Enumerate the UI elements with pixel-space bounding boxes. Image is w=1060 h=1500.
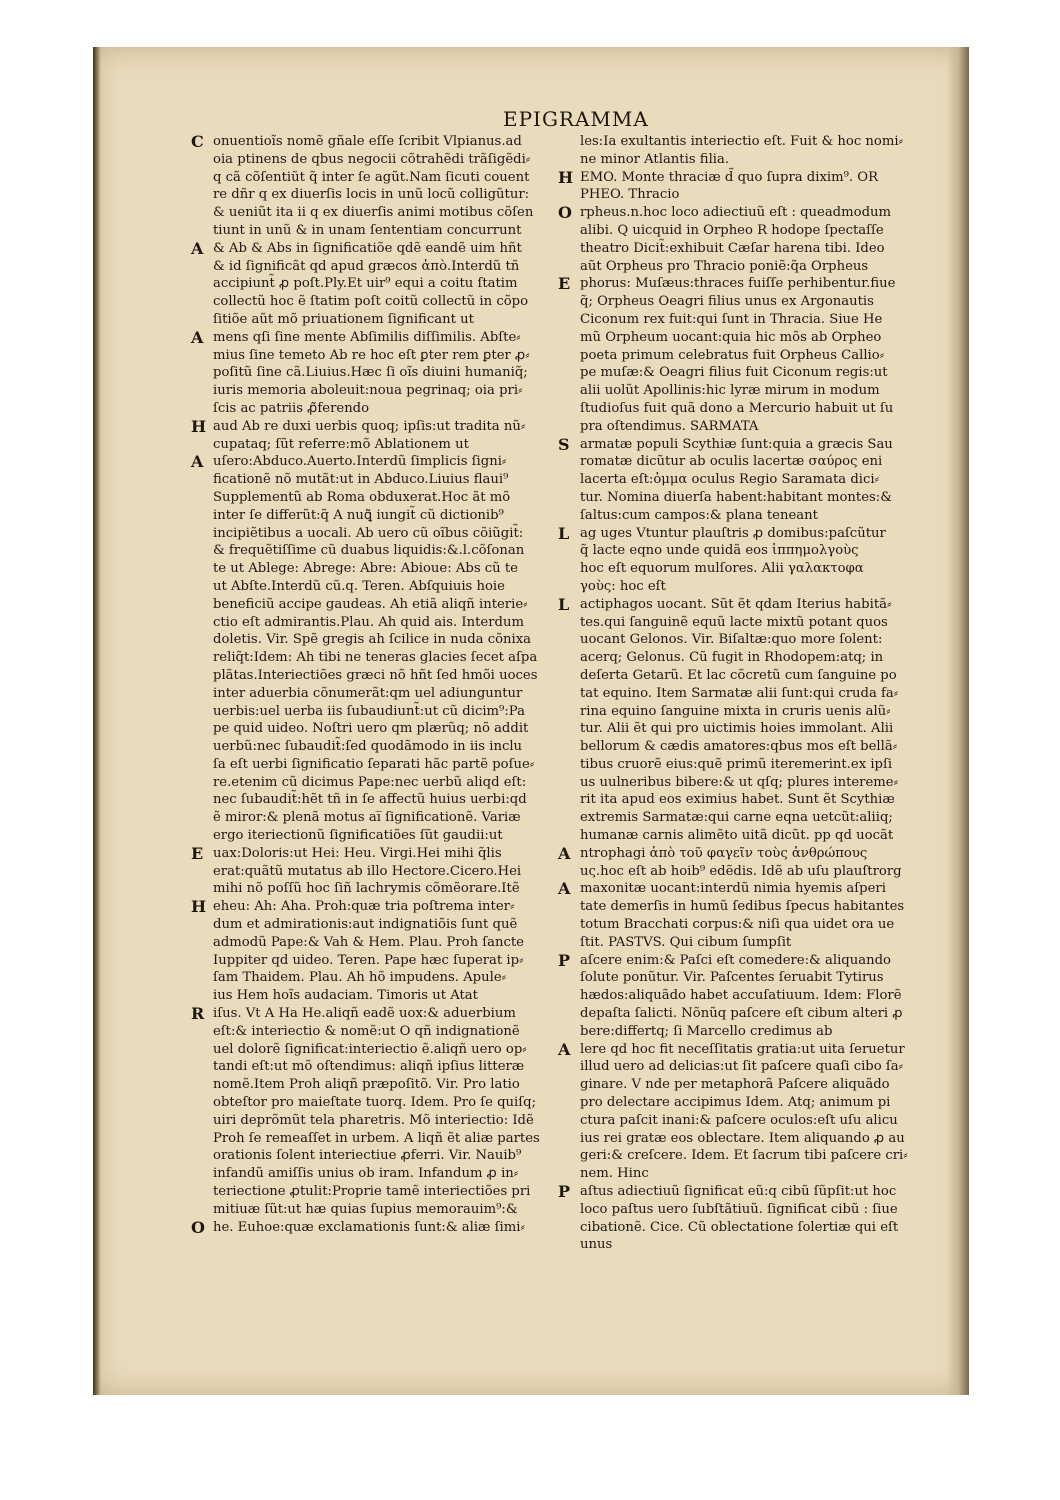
text-line <box>580 471 925 489</box>
line-text: pro delectare accipimus Idem. Atq; animum pi <box>580 1095 891 1111</box>
text-line <box>213 347 543 365</box>
line-text: iuris memoria aboleuit:noua pegrinaq; oia pri⸗ <box>213 383 523 399</box>
line-text: pra oſtendimus. SARMATA <box>580 418 759 434</box>
line-text: eheu: Ah: Aha. Proh:quæ tria poſtrema inter⸗ <box>213 899 515 915</box>
text-line <box>213 151 543 169</box>
line-text: actiphagos uocant. Sũt ẽt qdam Iterius habitã⸗ <box>580 596 892 612</box>
line-text: acerq; Gelonus. Cũ fugit in Rhodopem:atq; in <box>580 650 884 666</box>
text-line <box>191 238 543 258</box>
page-header: EPIGRAMMA <box>503 107 649 131</box>
text-line <box>580 631 925 649</box>
text-line <box>213 596 543 614</box>
line-text: nec ſubaudit̃:hẽt tñ in ſe affectũ huius uerbi:qd <box>213 792 527 808</box>
line-text: lere qd hoc fit neceſſitatis gratia:ut uita ſeruetur <box>580 1041 905 1057</box>
section-initial: O <box>191 1217 205 1237</box>
text-line <box>558 843 925 863</box>
line-text: mius ſine temeto Ab re hoc eſt ꝑter rem ꝑter ꝓ⸗ <box>213 347 530 363</box>
line-text: orationis ſolent interiectiue ꝓferri. Vir. Nauib⁹ <box>213 1148 522 1164</box>
text-line <box>580 649 925 667</box>
text-line <box>580 258 925 276</box>
line-text: uſero:Abduco.Auerto.Interdũ ſimplicis ſigni⸗ <box>213 454 507 470</box>
line-text: bellorum & cædis amatores:qbus mos eſt bellã⸗ <box>580 739 898 755</box>
line-text: tat equino. Item Sarmatæ alii ſunt:qui cruda fa⸗ <box>580 685 899 701</box>
text-line <box>213 685 543 703</box>
line-text: Proh ſe remeaſſet in urbem. A liqñ ẽt aliæ partes <box>213 1130 540 1146</box>
line-text: ne minor Atlantis filia. <box>580 151 730 167</box>
text-line <box>213 916 543 934</box>
line-text: mens qſi ſine mente Abſimilis diſſimilis. Abſte⸗ <box>213 329 521 345</box>
line-text: aſtus adiectiuũ ſignificat eũ:q cibũ ſũpſit:ut hoc <box>580 1184 897 1200</box>
text-line <box>213 952 543 970</box>
text-line <box>580 863 925 881</box>
line-text: te ut Ablege: Abrege: Abre: Abioue: Abs cũ te <box>213 561 518 577</box>
text-line <box>213 186 543 204</box>
line-text: γοὺς: hoc eſt <box>580 578 666 594</box>
text-line <box>213 1076 543 1094</box>
text-line <box>213 649 543 667</box>
section-initial: A <box>191 327 204 347</box>
line-text: ut Abſte.Interdũ cũ.q. Teren. Abſquiuis hoie <box>213 578 505 594</box>
line-text: q̃ lacte eqno unde quidã eos ἱππημολγοὺς <box>580 543 859 559</box>
line-text: obteſtor pro maieſtate tuorq. Idem. Pro ſe quiſq; <box>213 1095 537 1111</box>
line-text: poeta primum celebratus fuit Orpheus Callio⸗ <box>580 347 885 363</box>
text-line <box>580 364 925 382</box>
line-text: ius rei gratæ eos oblectare. Item aliquando ꝓ au <box>580 1130 905 1146</box>
line-text: romatæ dicũtur ab oculis lacertæ σαύρος eni <box>580 454 883 470</box>
text-line <box>580 720 925 738</box>
text-line <box>580 489 925 507</box>
line-text: illud uero ad delicias:ut ſit paſcere quaſi cibo ſa⸗ <box>580 1059 904 1075</box>
line-text: re.etenim cũ dicimus Pape:nec uerbũ aliqd eſt: <box>213 774 527 790</box>
text-line <box>580 418 925 436</box>
section-initial: R <box>191 1004 205 1024</box>
text-line <box>213 364 543 382</box>
text-line <box>213 1147 543 1165</box>
text-line <box>213 614 543 632</box>
text-line <box>213 1183 543 1201</box>
line-text: cupataq; ſũt referre:mõ Ablationem ut <box>213 436 469 452</box>
line-text: mũ Orpheum uocant:quia hic mõs ab Orpheo <box>580 329 882 345</box>
text-line <box>213 667 543 685</box>
book-page <box>93 47 969 1395</box>
text-line <box>213 827 543 845</box>
text-line <box>580 222 925 240</box>
text-line <box>580 614 925 632</box>
text-line <box>580 1005 925 1023</box>
line-text: doletis. Vir. Spẽ gregis ah ſcilice in nuda cõnixa <box>213 632 532 648</box>
line-text: Iuppiter qd uideo. Teren. Pape hæc ſuperat ip⸗ <box>213 952 524 968</box>
line-text: ntrophagi ἀπὸ τοῦ φαγεῖν τοὺς ἀνθρώπους <box>580 845 868 861</box>
text-line <box>213 436 543 454</box>
text-line <box>580 1076 925 1094</box>
text-line <box>580 987 925 1005</box>
left-text-column <box>191 132 543 1237</box>
text-line <box>580 738 925 756</box>
text-line <box>191 897 543 917</box>
text-line <box>213 382 543 400</box>
text-line <box>580 934 925 952</box>
section-initial: A <box>191 238 204 258</box>
line-text: aſcere enim:& Paſci eſt comedere:& aliquando <box>580 952 891 968</box>
line-text: pe quid uideo. Noſtri uero qm plærũq; nõ addit <box>213 721 529 737</box>
line-text: he. Euhoe:quæ exclamationis ſunt:& aliæ ſimi⸗ <box>213 1219 525 1235</box>
line-text: admodũ Pape:& Vah & Hem. Plau. Proh ſancte <box>213 934 524 950</box>
line-text: humanæ carnis alimẽto uitã dicũt. pp qd uocãt <box>580 828 894 844</box>
line-text: alii uolũt Apollinis:hic lyræ mirum in modum <box>580 383 880 399</box>
text-line <box>213 169 543 187</box>
page-binding-shadow <box>93 47 101 1395</box>
line-text: uerbũ:nec ſubaudit̃:ſed quodãmodo in iis inclu <box>213 739 523 755</box>
text-line <box>213 1041 543 1059</box>
line-text: unus <box>580 1237 613 1253</box>
text-line <box>580 916 925 934</box>
line-text: ius Hem hoĩs audaciam. Timoris ut Atat <box>213 988 478 1004</box>
text-line <box>580 347 925 365</box>
line-text: loco paſtus uero ſubſtãtiuũ. ſignificat cibũ : ſiue <box>580 1201 898 1217</box>
section-initial: L <box>558 523 570 543</box>
text-line <box>191 1004 543 1024</box>
line-text: ergo iteriectionũ ſignificatiões ſũt gaudii:ut <box>213 828 503 844</box>
line-text: totum Bracchati corpus:& niſi qua uidet ora ue <box>580 917 895 933</box>
text-line <box>213 204 543 222</box>
text-line <box>580 240 925 258</box>
text-line <box>191 1217 543 1237</box>
line-text: ctio eſt admirantis.Plau. Ah quid ais. Interdum <box>213 614 524 630</box>
text-line <box>580 809 925 827</box>
line-text: rit ita apud eos eximius habet. Sunt ẽt Scythiæ <box>580 792 895 808</box>
line-text: deſerta Getarũ. Et lac cõcretũ cum ſanguine po <box>580 667 897 683</box>
line-text: depaſta ſalicti. Nõnũq paſcere eſt cibum alteri ꝓ <box>580 1006 903 1022</box>
line-text: tur. Alii ẽt qui pro uictimis hoies immolant. Alii <box>580 721 894 737</box>
text-line <box>580 1201 925 1219</box>
text-line <box>558 203 925 223</box>
line-text: onuentioĩs nomẽ gñale eſſe ſcribit Vlpianus.ad <box>213 134 522 149</box>
text-line <box>191 327 543 347</box>
text-line <box>580 667 925 685</box>
text-line <box>580 756 925 774</box>
text-line <box>213 578 543 596</box>
line-text: ſcis ac patriis ꝓ̃ferendo <box>213 400 370 416</box>
text-line <box>580 507 925 525</box>
line-text: poſitũ ſine cã.Liuius.Hæc ſi oĩs diuini humaniq̃; <box>213 365 528 381</box>
text-line <box>213 258 543 276</box>
line-text: accipiunt̃ ꝓ poſt.Ply.Et uir⁹ equi a coitu ſtatim <box>213 276 518 292</box>
text-line <box>580 898 925 916</box>
line-text: phorus: Muſæus:thraces fuiſſe perhibentur.fiue <box>580 276 896 292</box>
line-text: & id ſignificãt qd apud græcos ἀπὸ.Interdũ tñ <box>213 258 520 274</box>
line-text: collectũ hoc ẽ ſtatim poſt coitũ collectũ in cõpo <box>213 294 529 310</box>
text-line <box>558 167 925 187</box>
text-line <box>213 1112 543 1130</box>
text-line <box>580 382 925 400</box>
line-text: ctura paſcit inani:& paſcere oculos:eſt uſu alicu <box>580 1112 898 1128</box>
section-initial: A <box>191 452 204 472</box>
right-text-column <box>558 133 925 1254</box>
line-text: erat:quãtũ mutatus ab illo Hectore.Cicero.Hei <box>213 863 522 879</box>
text-line <box>213 774 543 792</box>
text-line <box>213 293 543 311</box>
text-line <box>580 1094 925 1112</box>
text-line <box>558 274 925 294</box>
line-text: ſolute ponũtur. Vir. Paſcentes ſeruabit Tytirus <box>580 970 884 986</box>
text-line <box>580 133 925 151</box>
text-line <box>213 703 543 721</box>
line-text: & ueniũt ita ii q ex diuerſis animi motibus cõſen <box>213 205 534 221</box>
text-line <box>580 685 925 703</box>
text-line <box>213 525 543 543</box>
text-line <box>580 1147 925 1165</box>
line-text: us uulneribus bibere:& ut qſq; plures intereme⸗ <box>580 774 898 790</box>
line-text: incipiẽtibus a uocali. Ab uero cũ oĩbus cõiũgit̃: <box>213 525 524 541</box>
line-text: teriectione ꝓtulit:Proprie tamẽ interiectiões pri <box>213 1184 531 1200</box>
text-line <box>213 1165 543 1183</box>
text-line <box>213 400 543 418</box>
section-initial: E <box>558 274 571 294</box>
text-line <box>213 756 543 774</box>
line-text: re dñr q ex diuerſis locis in unũ locũ colligũtur: <box>213 187 530 203</box>
line-text: ſitiõe aũt mõ priuationem ſignificant ut <box>213 311 474 327</box>
text-line <box>213 809 543 827</box>
line-text: uocant Gelonos. Vir. Biſaltæ:quo more ſolent: <box>580 632 883 648</box>
line-text: pe muſæ:& Oeagri filius fuit Ciconum regis:ut <box>580 365 888 381</box>
section-initial: H <box>558 167 574 187</box>
text-line <box>580 578 925 596</box>
text-line <box>213 560 543 578</box>
line-text: uς.hoc eſt ab hoib⁹ edẽdis. Idẽ ab uſu plauſtrorg <box>580 863 902 879</box>
line-text: & frequẽtiſſime cũ duabus liquidis:&.l.cõſonan <box>213 543 525 559</box>
text-line <box>213 720 543 738</box>
line-text: tes.qui ſanguinẽ equũ lacte mixtũ potant quos <box>580 614 888 630</box>
line-text: bere:differtq; ſi Marcello credimus ab <box>580 1023 833 1039</box>
line-text: lacerta eſt:ὀμμα oculus Regio Saramata dici⸗ <box>580 472 879 488</box>
text-line <box>213 863 543 881</box>
text-line <box>213 934 543 952</box>
line-text: q̃; Orpheus Oeagri filius unus ex Argonautis <box>580 294 874 310</box>
text-line <box>213 507 543 525</box>
text-line <box>580 311 925 329</box>
line-text: extremis Sarmatæ:qui carne eqna uetcũt:aliiq; <box>580 810 893 826</box>
section-initial: H <box>191 897 207 917</box>
text-line <box>558 1182 925 1202</box>
line-text: ſtit. PASTVS. Qui cibum ſumpſit <box>580 934 792 950</box>
text-line <box>191 132 543 151</box>
text-line <box>580 1058 925 1076</box>
page-edge-shadow <box>947 47 969 1395</box>
text-line <box>580 542 925 560</box>
line-text: armatæ populi Scythiæ ſunt:quia a græcis Sau <box>580 436 893 452</box>
line-text: mihi nõ poſſũ hoc ſiñ lachrymis cõmẽorare.Itẽ <box>213 881 520 897</box>
line-text: ſam Thaidem. Plau. Ah hõ impudens. Apule⸗ <box>213 970 507 986</box>
line-text: ſaltus:cum campos:& plana teneant <box>580 507 818 523</box>
section-initial: H <box>191 416 207 436</box>
text-line <box>213 987 543 1005</box>
line-text: oia ptinens de qbus negocii cõtrahẽdi trãſigẽdi⸗ <box>213 151 531 167</box>
line-text: hædos:aliquãdo habet accuſatiuum. Idem: Florẽ <box>580 988 902 1004</box>
text-line <box>213 222 543 240</box>
line-text: inter ſe differũt:q̃ A nuꝗ̃ iungit̃ cũ dictionib⁹ <box>213 507 504 523</box>
line-text: aud Ab re duxi uerbis quoq; ipſis:ut tradita nũ⸗ <box>213 418 526 434</box>
line-text: ginare. V nde per metaphorã Paſcere aliquãdo <box>580 1077 890 1093</box>
section-initial: A <box>558 1039 571 1059</box>
line-text: iſus. Vt A Ha He.aliqñ eadẽ uox:& aduerbium <box>213 1006 516 1022</box>
line-text: nem. Hinc <box>580 1166 649 1182</box>
text-line <box>213 489 543 507</box>
line-text: ficationẽ nõ mutãt:ut in Abduco.Liuius flaui⁹ <box>213 472 509 488</box>
text-line <box>191 416 543 436</box>
line-text: dum et admirationis:aut indignatiõis ſunt quẽ <box>213 917 518 933</box>
text-line <box>580 1165 925 1183</box>
line-text: PHEO. Thracio <box>580 187 680 203</box>
line-text: & Ab & Abs in ſignificatiõe qdẽ eandẽ uim hñt <box>213 240 522 256</box>
text-line <box>580 703 925 721</box>
line-text: hoc eſt equorum mulſores. Alii γαλακτοφα <box>580 561 864 577</box>
text-line <box>580 969 925 987</box>
line-text: ſa eſt uerbi ſignificatio ſeparati hãc partẽ poſue⸗ <box>213 756 535 772</box>
section-initial: C <box>191 132 204 151</box>
text-line <box>213 1201 543 1219</box>
line-text: reliq̃t:Idem: Ah tibi ne teneras glacies ſecet aſpa <box>213 650 538 666</box>
line-text: tur. Nomina diuerſa habent:habitant montes:& <box>580 489 892 505</box>
section-initial: E <box>191 843 204 863</box>
text-line <box>580 151 925 169</box>
text-line <box>213 1130 543 1148</box>
section-initial: S <box>558 434 570 454</box>
text-line <box>213 1058 543 1076</box>
text-line <box>580 1023 925 1041</box>
section-initial: O <box>558 203 572 223</box>
line-text: maxonitæ uocant:interdũ nimia hyemis aſperi <box>580 881 886 897</box>
text-line <box>558 434 925 454</box>
line-text: uerbis:uel uerba iis ſubaudiunt̃:ut cũ dicim⁹:Pa <box>213 703 525 719</box>
text-line <box>580 453 925 471</box>
text-line <box>191 843 543 863</box>
text-line <box>580 186 925 204</box>
text-line <box>213 275 543 293</box>
text-line <box>558 594 925 614</box>
line-text: infandũ amiſſis unius ob iram. Infandum ꝓ in⸗ <box>213 1166 519 1182</box>
line-text: beneficiũ accipe gaudeas. Ah etiã aliqñ interie⸗ <box>213 596 528 612</box>
text-line <box>558 879 925 899</box>
line-text: alibi. Q uicquid in Orpheo R hodope ſpectaſſe <box>580 222 884 238</box>
text-line <box>213 880 543 898</box>
line-text: aũt Orpheus pro Thracio poniẽ:q̃a Orpheus <box>580 258 869 274</box>
line-text: mitiuæ ſũt:ut hæ quias ſupius memorauim⁹:& <box>213 1201 518 1217</box>
section-initial: A <box>558 879 571 899</box>
text-line <box>580 791 925 809</box>
line-text: nomẽ.Item Proh aliqñ præpoſitõ. Vir. Pro latio <box>213 1077 520 1093</box>
text-line <box>580 1219 925 1237</box>
text-line <box>580 329 925 347</box>
section-initial: A <box>558 843 571 863</box>
line-text: tandi eſt:ut mõ oſtendimus: aliqñ ipſius litteræ <box>213 1059 525 1075</box>
section-initial: L <box>558 594 570 614</box>
line-text: theatro Dicit̃:exhibuit Cæſar harena tibi. Ideo <box>580 240 885 256</box>
section-initial: P <box>558 1182 571 1202</box>
text-line <box>213 1094 543 1112</box>
text-line <box>580 827 925 845</box>
line-text: ſtudioſus fuit quã dono a Mercurio habuit ut ſu <box>580 400 894 416</box>
line-text: uel dolorẽ ſignificat:interiectio ẽ.aliqñ uero op⸗ <box>213 1041 527 1057</box>
text-line <box>213 969 543 987</box>
text-line <box>580 1112 925 1130</box>
text-line <box>213 791 543 809</box>
text-line <box>213 471 543 489</box>
text-line <box>213 311 543 329</box>
line-text: inter aduerbia cõnumerãt:qm uel adiunguntur <box>213 685 523 701</box>
text-line <box>213 738 543 756</box>
text-line <box>580 400 925 418</box>
text-line <box>558 1039 925 1059</box>
line-text: les:Ia exultantis interiectio eſt. Fuit & hoc nomi⸗ <box>580 134 903 149</box>
section-initial: P <box>558 950 571 970</box>
text-line <box>213 1023 543 1041</box>
line-text: rpheus.n.hoc loco adiectiuũ eſt : queadmodum <box>580 205 892 221</box>
text-line <box>580 774 925 792</box>
line-text: cibationẽ. Cice. Cũ oblectatione ſolertiæ qui eſt <box>580 1219 899 1235</box>
text-line <box>213 631 543 649</box>
text-line <box>580 1236 925 1254</box>
text-line <box>558 950 925 970</box>
line-text: uax:Doloris:ut Hei: Heu. Virgi.Hei mihi q̃lis <box>213 845 502 861</box>
line-text: EMO. Monte thraciæ d̃ quo ſupra dixim⁹. OR <box>580 169 879 185</box>
line-text: eſt:& interiectio & nomẽ:ut O qñ indignationẽ <box>213 1023 520 1039</box>
text-line <box>580 560 925 578</box>
line-text: Ciconum rex fuit:qui ſunt in Thracia. Siue He <box>580 311 883 327</box>
text-line <box>213 542 543 560</box>
line-text: tibus cruorẽ eius:quẽ primũ iteremerint.ex ipſi <box>580 756 893 772</box>
text-line <box>191 452 543 472</box>
line-text: q cã cõſentiũt q̃ inter ſe agũt.Nam ſicuti couent <box>213 169 530 185</box>
text-line <box>580 293 925 311</box>
line-text: ag uges Vtuntur plauſtris ꝓ domibus:paſcũtur <box>580 525 886 541</box>
text-line <box>558 523 925 543</box>
line-text: uiri deprõmũt tela pharetris. Mõ interiectio: Idẽ <box>213 1112 534 1128</box>
line-text: ẽ miror:& plenã motus ai̅ ſignificationẽ. Variæ <box>213 810 521 826</box>
line-text: Supplementũ ab Roma obduxerat.Hoc ãt mõ <box>213 489 511 505</box>
line-text: rina equino ſanguine mixta in cruris uenis alũ⸗ <box>580 703 891 719</box>
text-line <box>580 1130 925 1148</box>
line-text: tate demerſis in humũ ſedibus ſpecus habitantes <box>580 899 905 915</box>
line-text: tiunt in unũ & in unam ſententiam concurrunt <box>213 222 522 238</box>
line-text: geri:& creſcere. Idem. Et ſacrum tibi paſcere cri⸗ <box>580 1148 908 1164</box>
line-text: plãtas.Interiectiões græci nõ hñt ſed hmõi uoces <box>213 667 538 683</box>
